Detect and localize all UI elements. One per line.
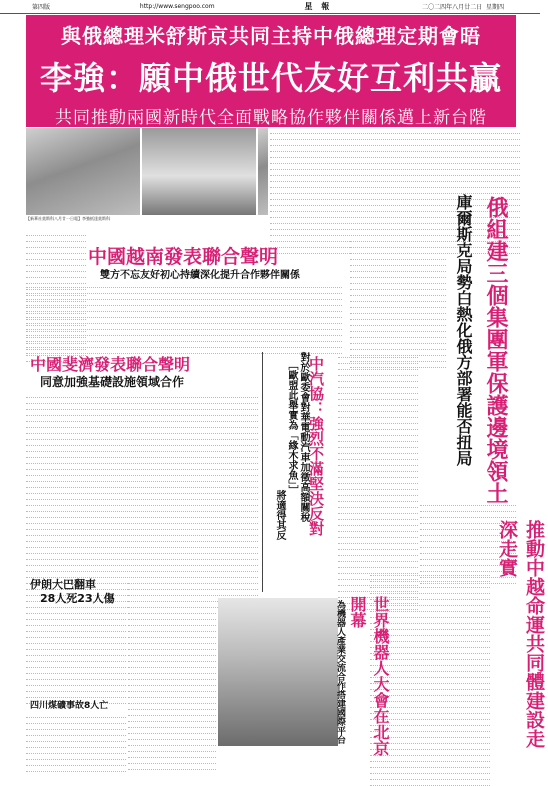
text-line xyxy=(128,764,216,770)
masthead-logo: 星 報 xyxy=(304,2,333,11)
text-line xyxy=(370,780,490,786)
site-url: http://www.sengpoo.com xyxy=(139,3,215,10)
auto-body xyxy=(338,352,418,570)
vietnam-subhead: 雙方不忘友好初心持續深化提升合作夥伴關係 xyxy=(100,270,300,281)
russia-headline: 俄組建三個集團軍保護邊境領土 xyxy=(483,196,508,504)
photo-meeting-hall xyxy=(142,128,256,215)
fiji-subhead: 同意加強基礎設施領域合作 xyxy=(40,375,185,389)
vietnam-headline: 中國越南發表聯合聲明 xyxy=(88,246,279,268)
banner-subhead: 共同推動兩國新時代全面戰略協作夥伴關係邁上新台階 xyxy=(55,108,487,128)
page-header xyxy=(0,0,540,14)
robot-subhead: 為機器人產業交流合作搭建國際平台 xyxy=(335,600,345,744)
banner-kicker: 與俄總理米舒斯京共同主持中俄總理定期會晤 xyxy=(61,24,481,48)
russia-subhead: 庫爾斯克局勢白熱化俄方部署能否扭局 xyxy=(454,194,473,466)
robot-headline: 世界機器人大會在北京開幕 xyxy=(348,596,390,756)
column-body xyxy=(128,578,216,738)
iran-headline: 伊朗大巴翻車 28人死23人傷 xyxy=(30,578,115,605)
iran-body xyxy=(26,608,126,688)
photo-caption: 【新華社莫斯科八月廿一日電】李強抵達莫斯科 xyxy=(26,216,110,221)
headline-banner xyxy=(26,15,516,127)
fiji-headline: 中國斐濟發表聯合聲明 xyxy=(30,355,191,374)
page-number: 第四版 xyxy=(32,4,51,11)
issue-date: 二〇二四年八月廿二日 星期四 xyxy=(422,4,504,11)
photo-airport-arrival xyxy=(26,128,140,215)
sichuan-headline: 四川煤礦事故8人亡 xyxy=(30,701,109,711)
sichuan-body xyxy=(26,712,126,762)
photo-robot-expo xyxy=(218,598,338,746)
text-line xyxy=(350,362,446,368)
auto-quote: ［歐盟此舉實為「緣木求魚」］ xyxy=(286,360,297,495)
auto-ending: 將適得其反 xyxy=(274,490,285,540)
vietnam2-headline: 推動中越命運共同體建設走深走實 xyxy=(496,520,545,748)
vietnam-body xyxy=(26,282,342,342)
auto-headline: 中汽協：強烈不滿堅決反對 xyxy=(307,356,325,536)
fiji-body xyxy=(26,392,258,572)
text-line xyxy=(26,766,126,772)
photo-strip xyxy=(258,128,268,215)
russia-body xyxy=(350,236,446,346)
column-rule xyxy=(262,352,263,592)
banner-headline: 李強：願中俄世代友好互利共贏 xyxy=(39,59,502,97)
auto-intro: 對於歐委會對華電動汽車加徵高額關稅 xyxy=(298,352,309,522)
